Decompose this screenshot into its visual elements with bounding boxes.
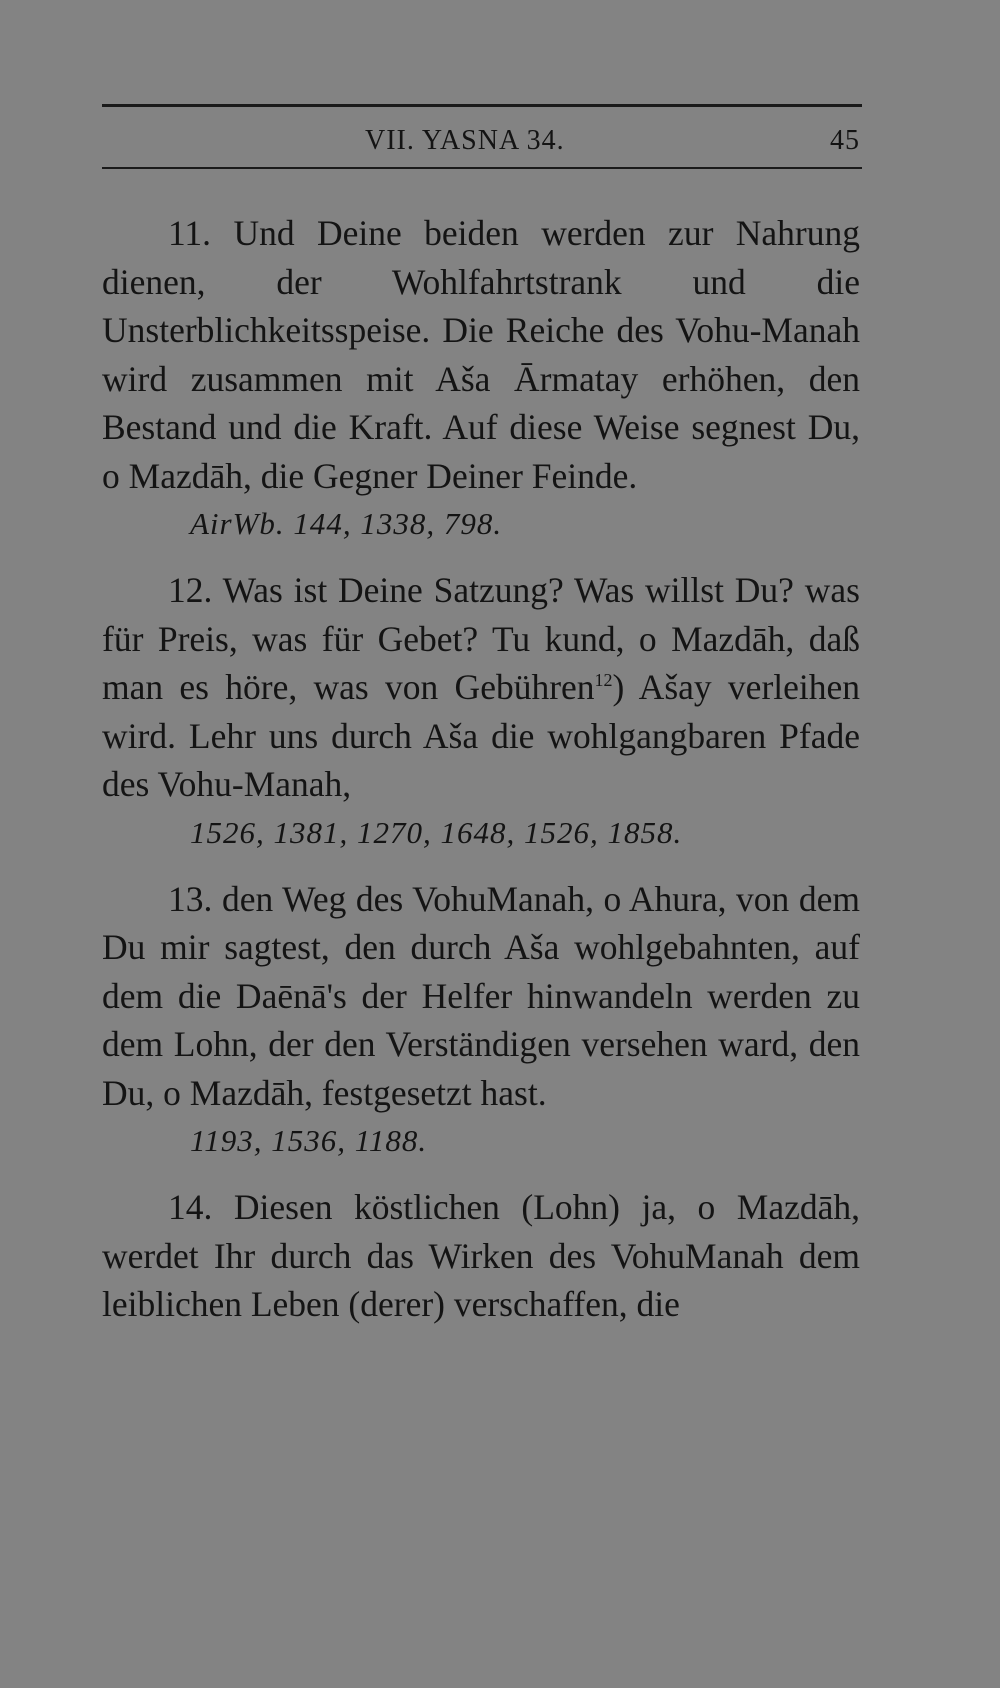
verse-13-paragraph bbox=[102, 875, 860, 1118]
footnote-mark: 12 bbox=[594, 670, 613, 691]
verse-13 bbox=[102, 875, 860, 1162]
verse-12-references: 1526, 1381, 1270, 1648, 1526, 1858. bbox=[190, 814, 683, 850]
verse-number: 12. bbox=[168, 570, 213, 610]
verse-text: Diesen köstlichen (Lohn) ja, o Mazdāh, werdet Ihr durch das Wirken des VohuManah dem leiblichen Leben (derer) verschaffen, die bbox=[102, 1187, 860, 1324]
verse-12-paragraph bbox=[102, 566, 860, 809]
verse-11-paragraph bbox=[102, 209, 860, 500]
running-header bbox=[102, 107, 860, 155]
header-rule-bottom bbox=[102, 167, 862, 169]
verse-14 bbox=[102, 1183, 860, 1329]
verse-11-references: AirWb. 144, 1338, 798. bbox=[190, 506, 503, 541]
verse-text-continued: ) Ašay verleihen wird. Lehr uns durch Aša die wohlgangbaren Pfade des Vohu-Manah, bbox=[102, 667, 861, 804]
verse-number: 14. bbox=[168, 1187, 213, 1227]
verse-number: 13. bbox=[168, 878, 213, 919]
verse-14-paragraph bbox=[102, 1183, 860, 1329]
verse-11 bbox=[102, 209, 860, 544]
verse-number: 11. bbox=[168, 213, 212, 253]
verse-text: den Weg des VohuManah, o Ahura, von dem Du mir sagtest, den durch Aša wohlgebahnten, auf dem die Daēnā's der Helfer hinwandeln werden zu dem Lohn, der den Verständigen versehen ward, den Du, o Mazdāh, festgesetzt hast. bbox=[102, 878, 861, 1113]
book-page bbox=[102, 104, 860, 1329]
verse-text: Und Deine beiden werden zur Nahrung dienen, der Wohlfahrtstrank und die Unsterblichkeitsspeise. Die Reiche des Vohu-Manah wird zusammen mit Aša Ārmatay erhöhen, den Bestand und die Kraft. Auf diese Weise segnest Du, o Mazdāh, die Gegner Deiner Feinde. bbox=[102, 213, 861, 496]
verse-text: Was ist Deine Satzung? Was willst Du? was für Preis, was für Gebet? Tu kund, o Mazdāh, daß man es höre, was von Gebühren bbox=[102, 570, 860, 707]
running-title: VII. YASNA 34. bbox=[365, 125, 565, 156]
verse-13-references: 1193, 1536, 1188. bbox=[190, 1123, 428, 1158]
verse-12 bbox=[102, 566, 860, 853]
page-number: 45 bbox=[830, 125, 860, 156]
